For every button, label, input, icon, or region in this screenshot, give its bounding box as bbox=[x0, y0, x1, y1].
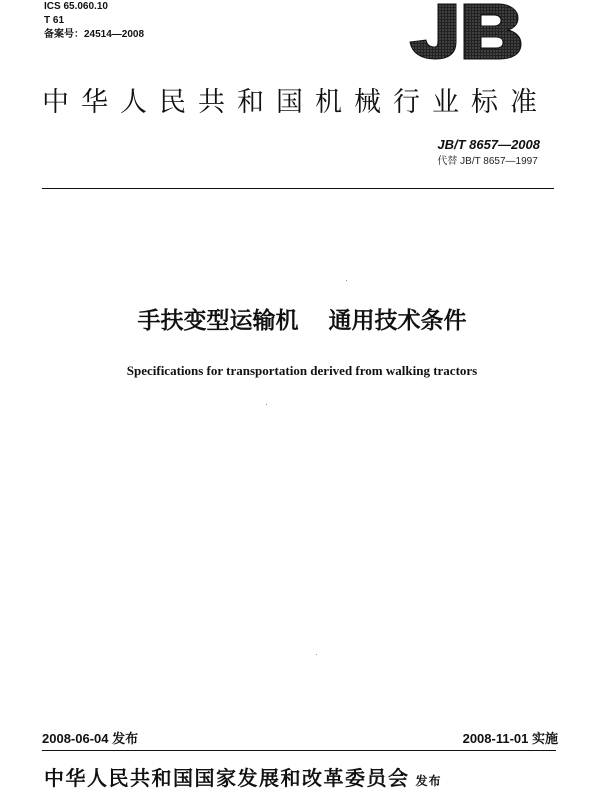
category-code: T 61 bbox=[44, 15, 65, 26]
title-chinese bbox=[0, 306, 600, 336]
publisher-name: 中华人民共和国国家发展和改革委员会 bbox=[44, 766, 410, 790]
filing-number: 备案号：24514—2008 bbox=[44, 29, 145, 40]
header-divider bbox=[42, 188, 554, 189]
header-meta bbox=[44, 0, 144, 42]
publisher bbox=[44, 765, 442, 794]
standard-number: JB/T 8657—2008 bbox=[437, 137, 540, 152]
issue-date: 2008-06-04 发布 bbox=[42, 731, 139, 746]
title-chinese-part2: 通用技术条件 bbox=[328, 308, 467, 334]
title-chinese-part1: 手扶变型运输机 bbox=[137, 308, 299, 334]
implementation-date: 2008-11-01 实施 bbox=[462, 731, 558, 746]
ics-code: ICS 65.060.10 bbox=[44, 1, 108, 12]
publisher-suffix: 发布 bbox=[415, 774, 442, 788]
jb-logo bbox=[406, 2, 524, 60]
footer-divider bbox=[42, 750, 556, 751]
replaces-standard: 代替 JB/T 8657—1997 bbox=[437, 156, 538, 167]
standard-number-block bbox=[437, 137, 540, 169]
title-english: Specifications for transportation derived from walking tractors bbox=[126, 363, 478, 378]
org-title: 中华人民共和国机械行业标准 bbox=[42, 87, 549, 118]
